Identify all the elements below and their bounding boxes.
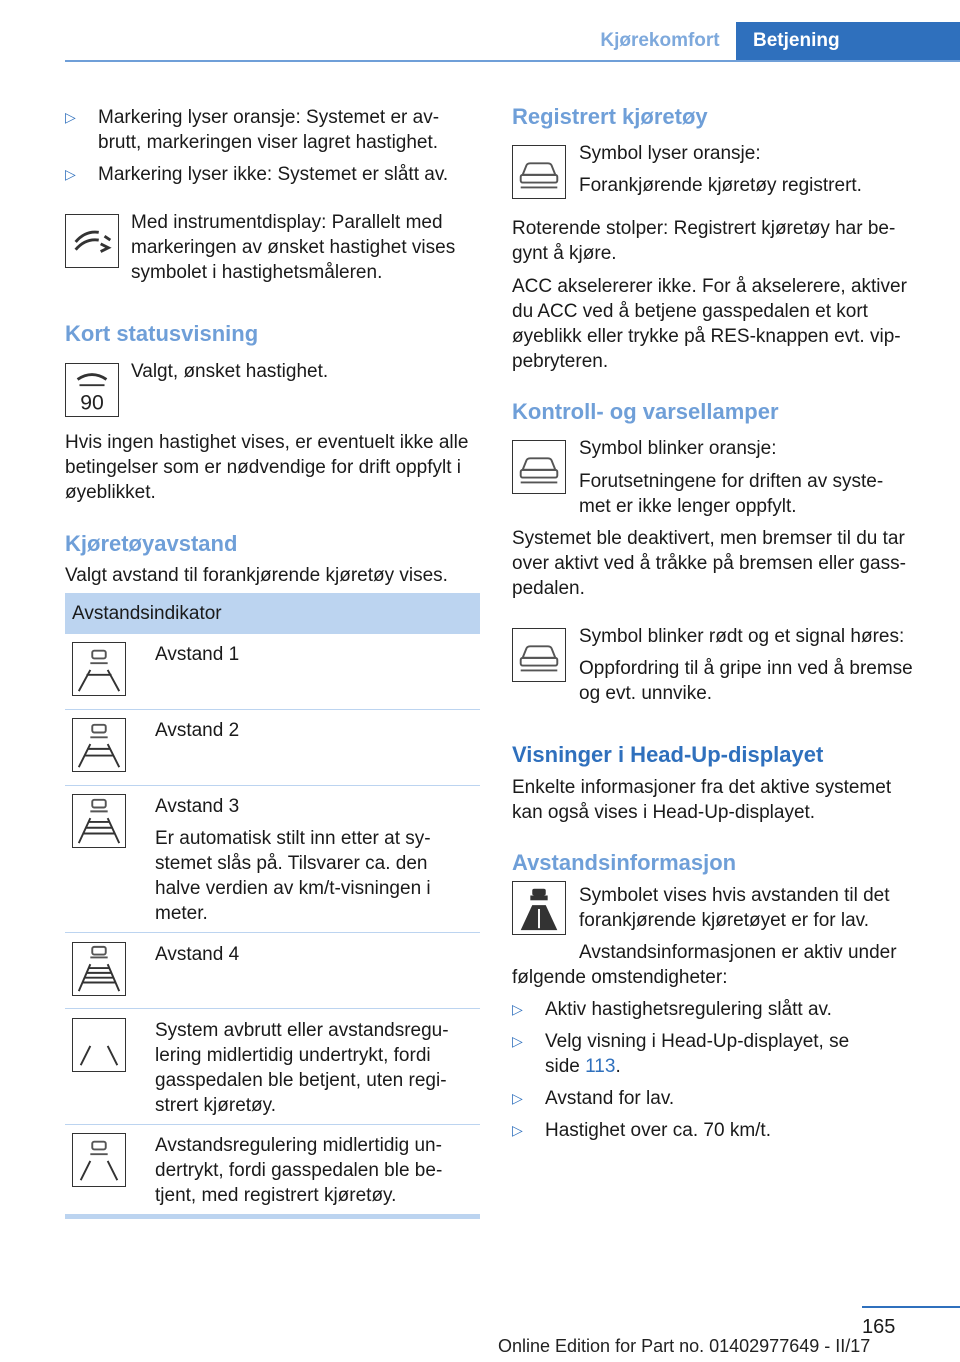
- table-cell: Avstand 4: [155, 944, 240, 965]
- heading-head-up-display: Visninger i Head-Up-displayet: [512, 742, 824, 767]
- table-bottom-rule: [65, 1214, 480, 1219]
- info-line3: følgende omstendigheter:: [512, 967, 728, 988]
- vehicle-road-lanes-icon: [72, 1133, 126, 1187]
- table-cell: Avstandsregulering midlertidig un- dertrykt, fordi gasspedalen ble be- tjent, med registrert kjøretøy.: [155, 1135, 443, 1206]
- page-reference: [545, 1054, 621, 1079]
- k1-line2: Forutsetningene for driften av syste- met er ikke lenger oppfylt.: [579, 471, 884, 517]
- bullet-triangle-icon: ▷: [65, 166, 76, 182]
- table-cell: System avbrutt eller avstandsregu- lering midlertidig undertrykt, fordi gasspedalen ble betjent, uten regi- strert kjøretøy.: [155, 1020, 449, 1116]
- list-item-text: Avstand for lav.: [545, 1088, 675, 1109]
- list-item-text: Aktiv hastighetsregulering slått av.: [545, 999, 832, 1020]
- footer-rule: [862, 1306, 960, 1308]
- k1-line1: Symbol blinker oransje:: [579, 438, 777, 459]
- list-item-text: Hastighet over ca. 70 km/t.: [545, 1120, 771, 1141]
- reg-line1: Symbol lyser oransje:: [579, 143, 761, 164]
- table-cell-note: Er automatisk stilt inn etter at sy- stemet slås på. Tilsvarer ca. den halve verdien av km/t-visningen i meter.: [155, 828, 431, 924]
- heading-avstandsinformasjon: Avstandsinformasjon: [512, 850, 737, 875]
- kontroll-paragraph: Systemet ble deaktivert, men bremser til du tar over aktivt ved å tråkke på bremsen eller gass- pedalen.: [512, 528, 906, 599]
- hud-paragraph: Enkelte informasjoner fra det aktive systemet kan også vises i Head-Up-displayet.: [512, 777, 892, 823]
- tab-betjening[interactable]: Betjening: [736, 22, 960, 60]
- bullet-triangle-icon: ▷: [65, 109, 76, 125]
- reg-paragraph-2: ACC akselererer ikke. For å akselerere, aktiver du ACC ved å betjene gasspedalen et kort øyeblikk eller trykke på RES-knappen evt. vip- pebryteren.: [512, 276, 907, 372]
- row-divider: [65, 1008, 480, 1009]
- k2-line1: Symbol blinker rødt og et signal høres:: [579, 626, 905, 647]
- heading-kontroll-varsellamper: Kontroll- og varsellamper: [512, 399, 779, 424]
- page-ref-prefix: side: [545, 1056, 586, 1077]
- bullet-triangle-icon: ▷: [512, 1090, 523, 1106]
- instrument-note: Med instrumentdisplay: Parallelt med markeringen av ønsket hastighet vises symbolet i hastighetsmåleren.: [131, 212, 456, 283]
- kort-text: Valgt, ønsket hastighet.: [131, 361, 329, 382]
- heading-kjoretoyavstand: Kjøretøyavstand: [65, 531, 238, 556]
- row-divider: [65, 709, 480, 710]
- list-item-text: Markering lyser oransje: Systemet er av- brutt, markeringen viser lagret hastighet.: [98, 107, 440, 153]
- kort-paragraph: Hvis ingen hastighet vises, er eventuelt ikke alle betingelser som er nødvendige for drift oppfylt i øyeblikket.: [65, 432, 469, 503]
- info-line1: Symbolet vises hvis avstanden til det forankjørende kjøretøyet er for lav.: [579, 885, 890, 931]
- avstand-intro: Valgt avstand til forankjørende kjøretøy vises.: [65, 565, 448, 586]
- speed-value: 90: [80, 391, 104, 415]
- page-number: 165: [862, 1316, 896, 1338]
- k2-line2: Oppfordring til å gripe inn ved å bremse og evt. unnvike.: [579, 658, 913, 704]
- heading-kort-statusvisning: Kort statusvisning: [65, 321, 259, 346]
- row-divider: [65, 1124, 480, 1125]
- header-rule: [65, 60, 960, 62]
- vehicle-warning-orange-icon: [512, 440, 566, 494]
- page-header: [0, 0, 960, 62]
- distance-warning-hud-icon: [512, 881, 566, 935]
- set-speed-icon: [65, 363, 119, 417]
- row-divider: [65, 932, 480, 933]
- distance-2-icon: [72, 718, 126, 772]
- tab-kjorekomfort[interactable]: Kjørekomfort: [600, 30, 720, 51]
- table-cell: Avstand 1: [155, 644, 240, 665]
- list-item-text: Markering lyser ikke: Systemet er slått av.: [98, 164, 449, 185]
- table-header: Avstandsindikator: [65, 593, 480, 634]
- distance-4-icon: [72, 942, 126, 996]
- distance-3-icon: [72, 794, 126, 848]
- page-link-113[interactable]: 113: [585, 1056, 616, 1077]
- distance-1-icon: [72, 642, 126, 696]
- heading-registrert-kjoretoy: Registrert kjøretøy: [512, 104, 708, 129]
- footer-edition: Online Edition for Part no. 01402977649 - II/17: [498, 1336, 871, 1356]
- list-item-text: Velg visning i Head-Up-displayet, se: [545, 1031, 850, 1052]
- speedometer-marker-icon: [65, 214, 119, 268]
- row-divider: [65, 785, 480, 786]
- road-lanes-icon: [72, 1018, 126, 1072]
- table-cell: Avstand 3: [155, 796, 240, 817]
- bullet-triangle-icon: ▷: [512, 1001, 523, 1017]
- bullet-triangle-icon: ▷: [512, 1122, 523, 1138]
- vehicle-detected-icon: [512, 145, 566, 199]
- page-ref-suffix: .: [615, 1056, 621, 1077]
- info-line2: Avstandsinformasjonen er aktiv under: [579, 942, 897, 963]
- reg-paragraph-1: Roterende stolper: Registrert kjøretøy har be- gynt å kjøre.: [512, 218, 896, 264]
- bullet-triangle-icon: ▷: [512, 1033, 523, 1049]
- reg-line2: Forankjørende kjøretøy registrert.: [579, 175, 862, 196]
- table-cell: Avstand 2: [155, 720, 240, 741]
- vehicle-warning-red-icon: [512, 628, 566, 682]
